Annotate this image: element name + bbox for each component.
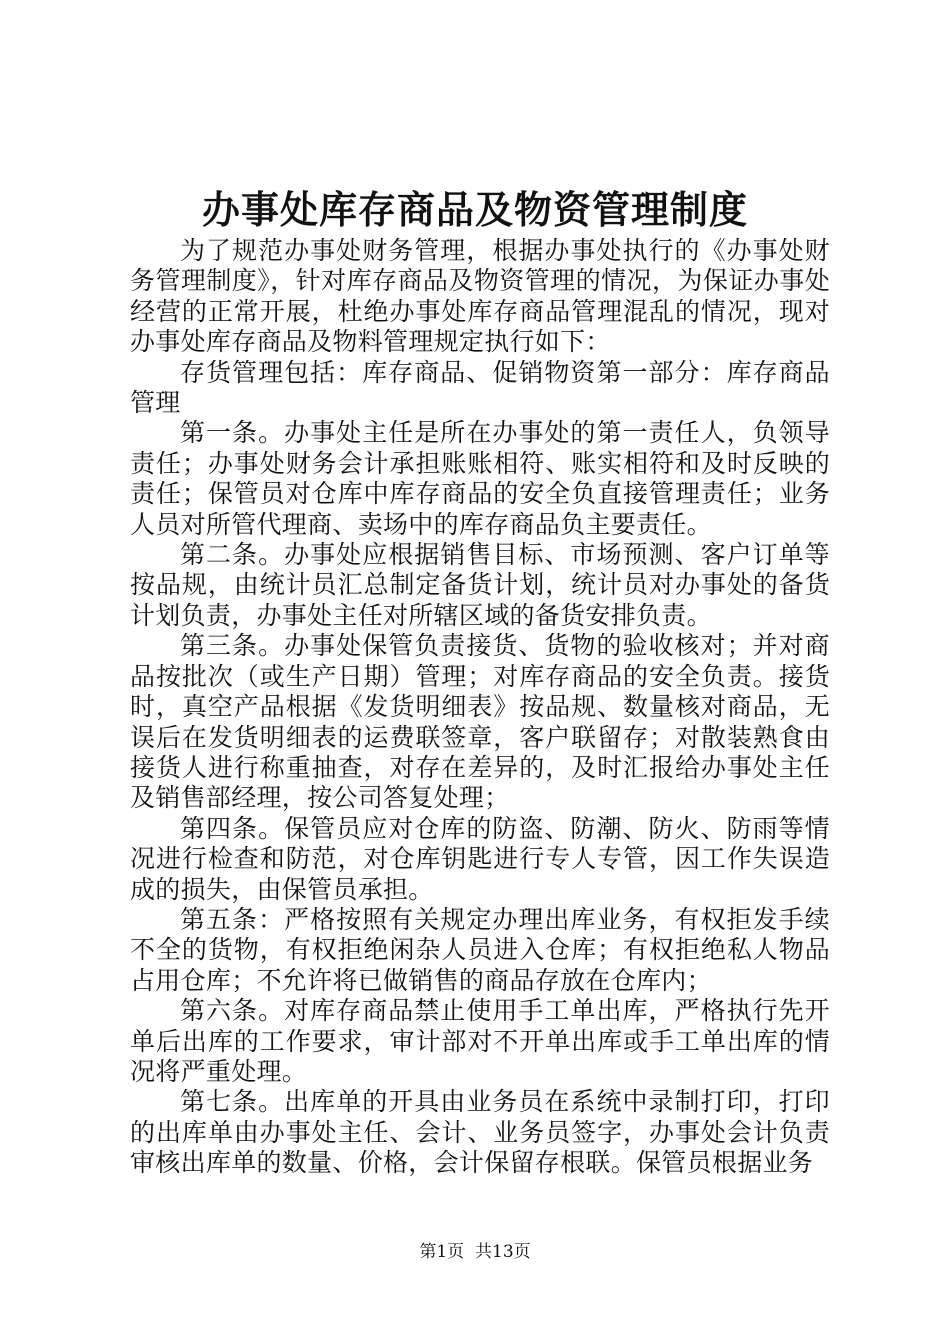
page-total: 共13页	[475, 1242, 531, 1262]
page-number: 第1页	[419, 1242, 465, 1262]
paragraph-article-1: 第一条。办事处主任是所在办事处的第一责任人，负领导责任；办事处财务会计承担账账相符、账实相符和及时反映的责任；保管员对仓库中库存商品的安全负直接管理责任；业务人员对所管代理商、卖场中的库存商品负主要责任。	[130, 418, 830, 539]
document-body	[130, 236, 830, 1179]
paragraph-article-5: 第五条：严格按照有关规定办理出库业务，有权拒发手续不全的货物，有权拒绝闲杂人员进入仓库；有权拒绝私人物品占用仓库；不允许将已做销售的商品存放在仓库内；	[130, 904, 830, 995]
page-footer	[0, 1240, 950, 1264]
document-title: 办事处库存商品及物资管理制度	[201, 187, 748, 232]
paragraph-scope: 存货管理包括：库存商品、促销物资第一部分：库存商品管理	[130, 357, 830, 418]
paragraph-article-3: 第三条。办事处保管负责接货、货物的验收核对；并对商品按批次（或生产日期）管理；对库存商品的安全负责。接货时，真空产品根据《发货明细表》按品规、数量核对商品，无误后在发货明细表的运费联签章，客户联留存；对散装熟食由接货人进行称重抽查，对存在差异的，及时汇报给办事处主任及销售部经理，按公司答复处理；	[130, 631, 830, 813]
paragraph-article-7: 第七条。出库单的开具由业务员在系统中录制打印，打印的出库单由办事处主任、会计、业务员签字，办事处会计负责审核出库单的数量、价格，会计保留存根联。保管员根据业务	[130, 1087, 830, 1178]
paragraph-article-2: 第二条。办事处应根据销售目标、市场预测、客户订单等按品规，由统计员汇总制定备货计划，统计员对办事处的备货计划负责，办事处主任对所辖区域的备货安排负责。	[130, 540, 830, 630]
paragraph-article-6: 第六条。对库存商品禁止使用手工单出库，严格执行先开单后出库的工作要求，审计部对不开单出库或手工单出库的情况将严重处理。	[130, 996, 830, 1086]
paragraph-intro: 为了规范办事处财务管理，根据办事处执行的《办事处财务管理制度》，针对库存商品及物资管理的情况，为保证办事处经营的正常开展，杜绝办事处库存商品管理混乱的情况，现对办事处库存商品及物料管理规定执行如下：	[130, 236, 830, 357]
paragraph-article-4: 第四条。保管员应对仓库的防盗、防潮、防火、防雨等情况进行检查和防范，对仓库钥匙进行专人专管，因工作失误造成的损失，由保管员承担。	[130, 813, 830, 904]
